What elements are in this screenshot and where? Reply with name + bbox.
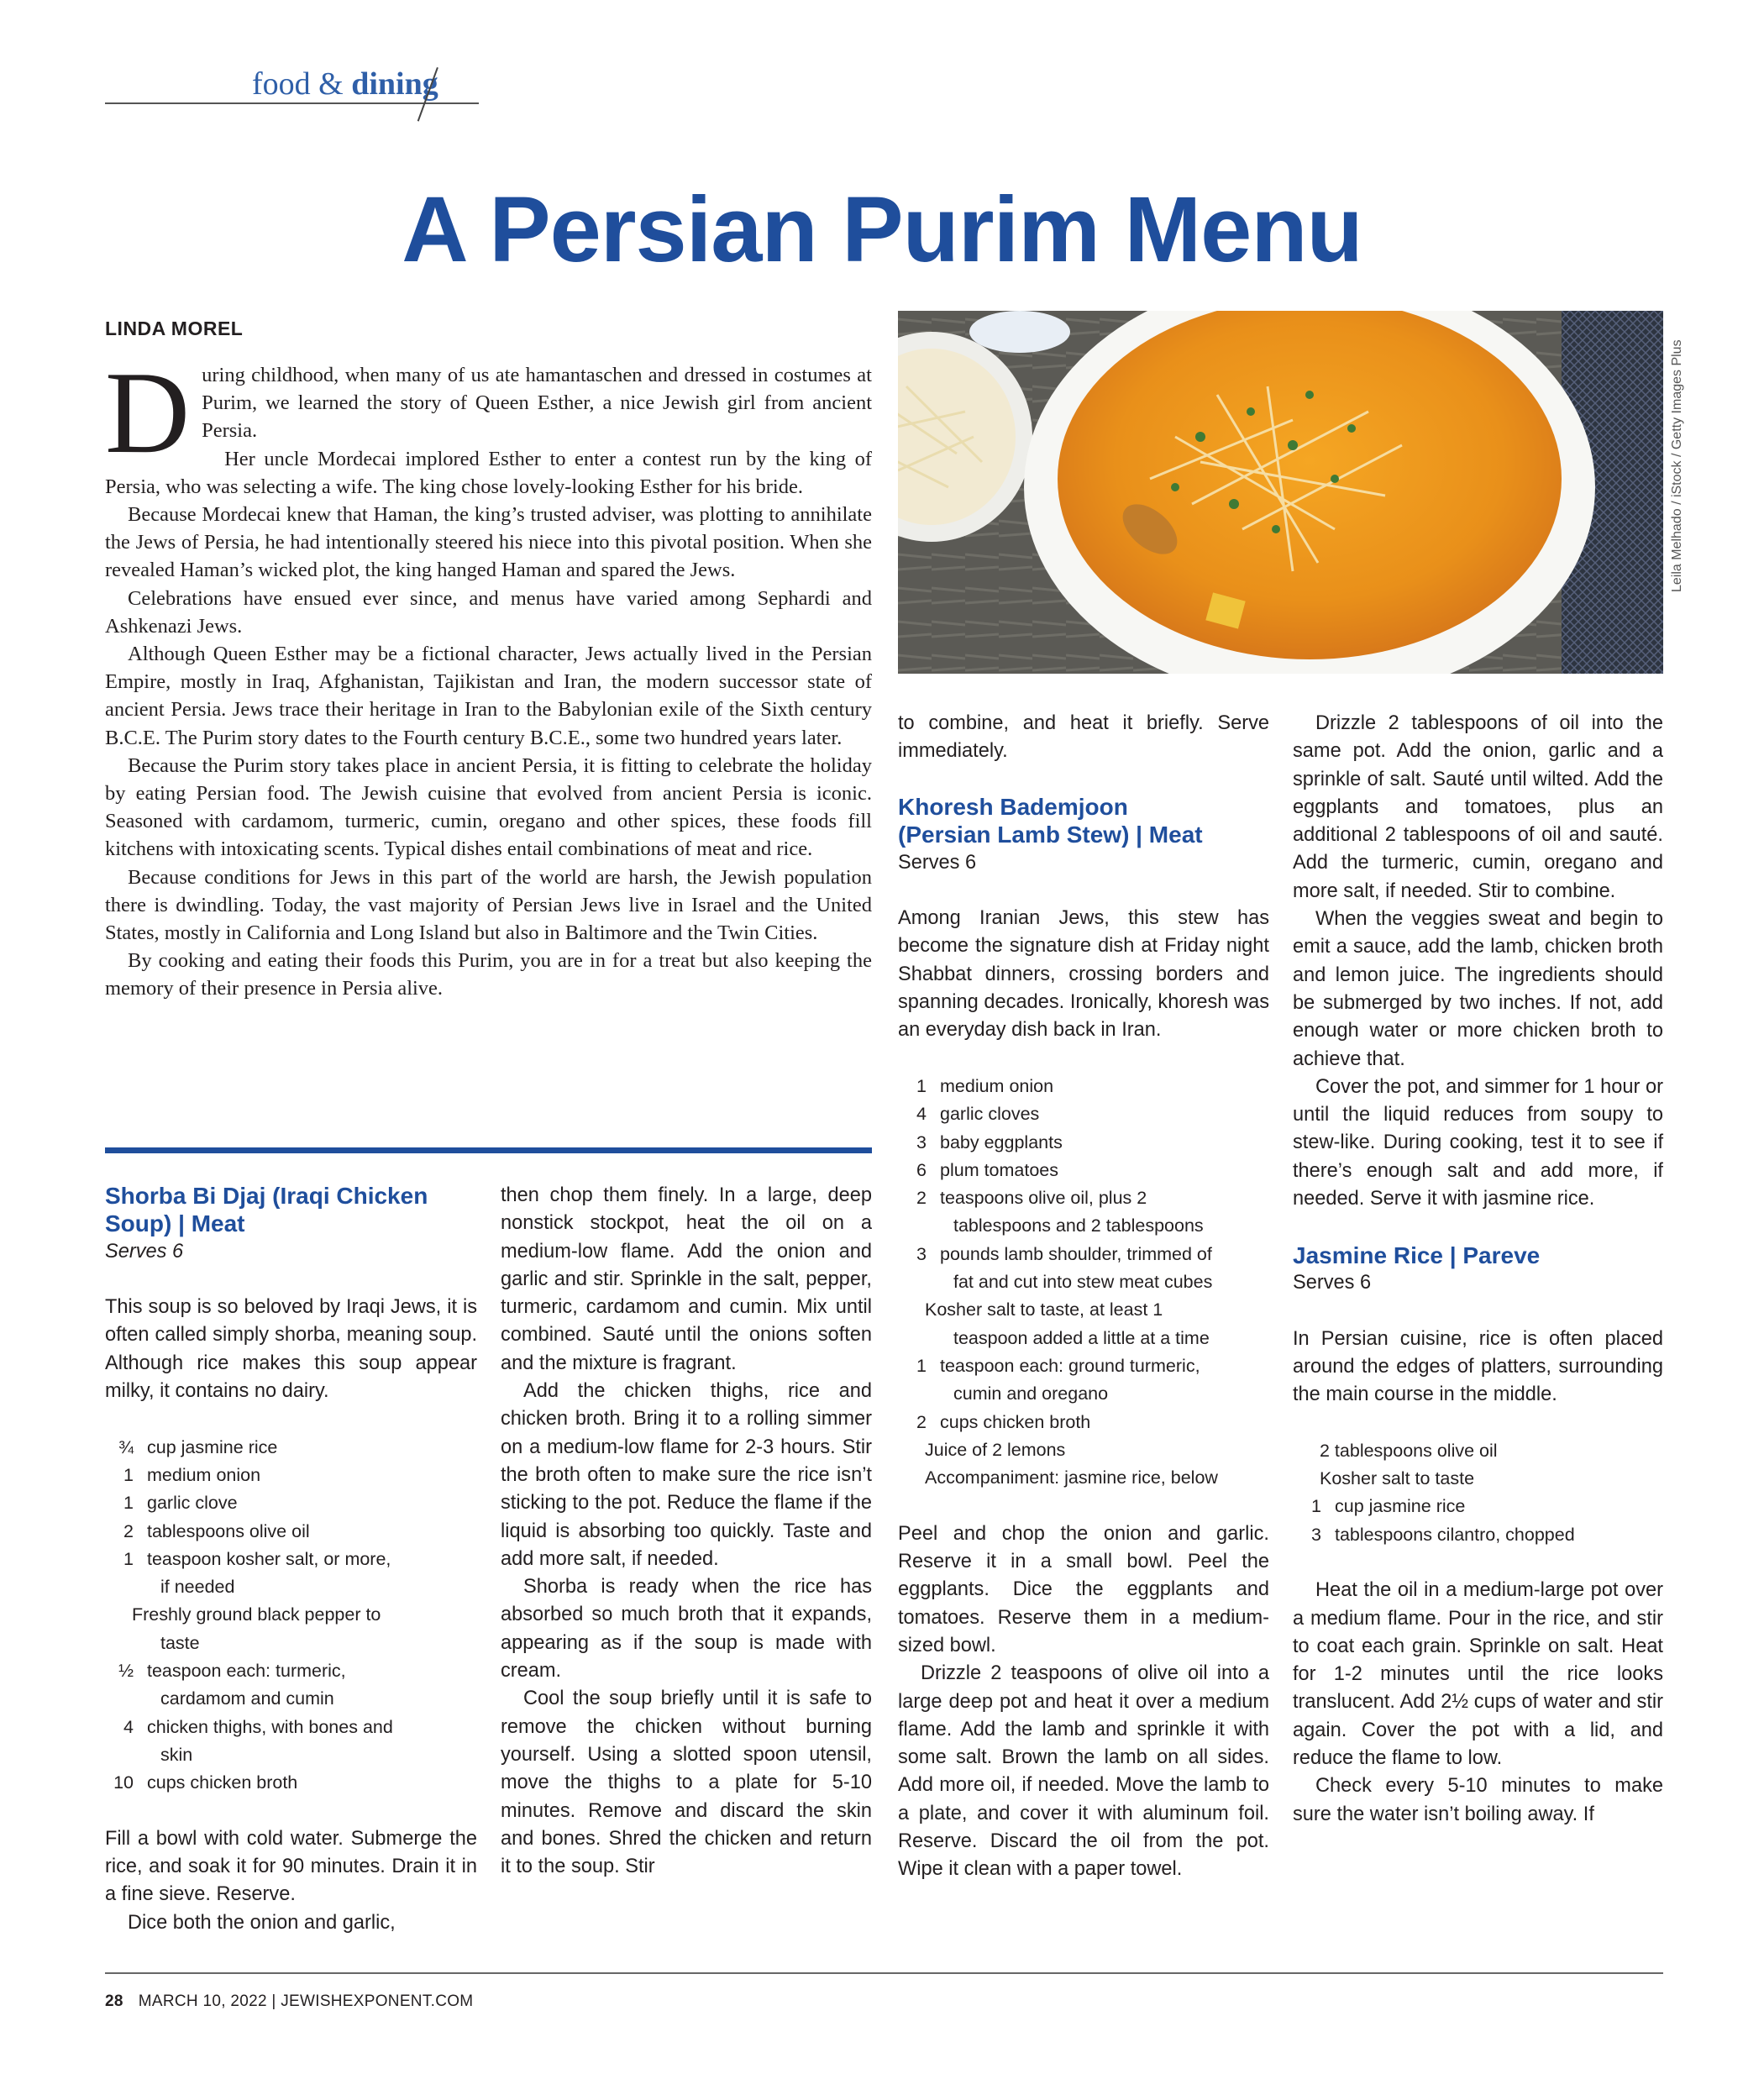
ingredient-text: teaspoons olive oil, plus 2 bbox=[940, 1188, 1147, 1209]
intro-paragraph: Because conditions for Jews in this part of the world are harsh, the Jewish population there is dwindling. Today, the vast majority of Persian Jews live in Israel and the United States, mostly in California and Long Island but also in Baltimore and the Twin Cities. bbox=[105, 865, 872, 945]
jasmine-intro: In Persian cuisine, rice is often placed around the edges of platters, surrounding the main course in the middle. bbox=[1293, 1327, 1663, 1406]
ingredient-item: Freshly ground black pepper to bbox=[132, 1604, 381, 1625]
shorba-intro: This soup is so beloved by Iraqi Jews, it is often called simply shorba, meaning soup. Although rice makes this soup appear milky, it contains no dairy. bbox=[105, 1296, 477, 1403]
khoresh-title-line2: (Persian Lamb Stew) | Meat bbox=[898, 822, 1203, 848]
shorba-step: Shorba is ready when the rice has absorbed so much broth that it expands, appearing as if the soup is made with cream. bbox=[501, 1576, 872, 1683]
footer bbox=[105, 1992, 473, 2011]
ingredient-quantity: 4 bbox=[916, 1104, 927, 1125]
shorba-step: Cool the soup briefly until it is safe to remove the chicken without burning yourself. Using a slotted spoon utensil, move the thighs to a plate for 5-10 minutes. Remove and discard the skin and bones. Shred the chicken and return it to the soup. Stir bbox=[501, 1688, 872, 1878]
ingredient-text: chicken thighs, with bones and bbox=[147, 1716, 393, 1737]
soup-photo bbox=[898, 311, 1663, 674]
ingredient-continued: fat and cut into stew meat cubes bbox=[953, 1272, 1213, 1293]
section-rule bbox=[105, 1147, 872, 1153]
khoresh-ingredients bbox=[898, 1073, 1269, 1492]
ingredient-quantity: 4 bbox=[123, 1716, 134, 1737]
ingredient-item bbox=[1293, 1521, 1663, 1549]
khoresh-title-line1: Khoresh Bademjoon bbox=[898, 794, 1128, 820]
intro-paragraph: Her uncle Mordecai implored Esther to enter a contest run by the king of Persia, who was selecting a wife. The king chose lovely-looking Esther for his bride. bbox=[105, 447, 872, 498]
byline: LINDA MOREL bbox=[105, 318, 244, 339]
shorba-title-line2: Soup) | Meat bbox=[105, 1210, 245, 1237]
ingredient-continued: skin bbox=[160, 1744, 193, 1765]
jasmine-step: Heat the oil in a medium-large pot over a medium flame. Pour in the rice, and stir to coat each grain. Sprinkle on salt. Heat for 1-2 minutes until the rice looks translucent. Add 2½ cups of water and stir again. Cover the pot with a lid, and reduce the flame to low. bbox=[1293, 1579, 1663, 1769]
ingredient-item bbox=[105, 1434, 477, 1462]
ingredient-item bbox=[898, 1157, 1269, 1184]
ingredient-item bbox=[105, 1518, 477, 1546]
shorba-title-line1: Shorba Bi Djaj (Iraqi Chicken bbox=[105, 1183, 428, 1209]
ingredient-quantity: 3 bbox=[916, 1131, 927, 1152]
ingredient-item: Kosher salt to taste, at least 1 bbox=[925, 1299, 1163, 1320]
ingredient-quantity: 1 bbox=[916, 1075, 927, 1096]
ingredient-item: Kosher salt to taste bbox=[1320, 1468, 1475, 1489]
ingredient-item bbox=[105, 1489, 477, 1517]
ingredient-quantity: 3 bbox=[916, 1243, 927, 1264]
shorba-step-continued: to combine, and heat it briefly. Serve immediately. bbox=[898, 712, 1269, 763]
ingredient-item bbox=[898, 1073, 1269, 1100]
shorba-serves: Serves 6 bbox=[105, 1240, 184, 1263]
ingredient-item bbox=[105, 1462, 477, 1489]
ingredient-text: tablespoons cilantro, chopped bbox=[1335, 1524, 1575, 1545]
section-tag bbox=[252, 66, 438, 102]
ingredient-item bbox=[898, 1100, 1269, 1128]
article-title: A Persian Purim Menu bbox=[402, 178, 1362, 281]
ingredient-item bbox=[898, 1409, 1269, 1436]
ingredient-quantity: ½ bbox=[118, 1661, 134, 1682]
drop-cap: D bbox=[105, 348, 191, 478]
ingredient-quantity: 3 bbox=[1311, 1524, 1321, 1545]
ingredient-text: cups chicken broth bbox=[147, 1772, 298, 1793]
khoresh-step: Cover the pot, and simmer for 1 hour or until the liquid reduces from soupy to stew-like. During cooking, test it to see if there’s enough salt and add more, if needed. Serve it with jasmine rice. bbox=[1293, 1075, 1663, 1210]
ingredient-continued: teaspoon added a little at a time bbox=[953, 1327, 1210, 1348]
khoresh-column bbox=[898, 710, 1269, 1884]
intro-text bbox=[105, 348, 872, 1003]
ingredient-quantity: 1 bbox=[123, 1493, 134, 1514]
ingredient-quantity: 2 bbox=[123, 1520, 134, 1541]
ingredient-item bbox=[898, 1184, 1269, 1212]
khoresh-intro: Among Iranian Jews, this stew has become the signature dish at Friday night Shabbat dinners, crossing borders and spanning decades. Ironically, khoresh was an everyday dish back in Iran. bbox=[898, 907, 1269, 1042]
ingredient-item: Accompaniment: jasmine rice, below bbox=[925, 1467, 1218, 1488]
ingredient-text: medium onion bbox=[147, 1464, 261, 1485]
ingredient-quantity: 2 bbox=[916, 1188, 927, 1209]
ingredient-item bbox=[105, 1657, 477, 1685]
intro-paragraph: During childhood, when many of us ate hamantaschen and dressed in costumes at Purim, we learned the story of Queen Esther, a nice Jewish girl from ancient Persia. bbox=[105, 348, 872, 478]
shorba-step: Add the chicken thighs, rice and chicken broth. Bring it to a rolling simmer on a medium-low flame for 2-3 hours. Stir the broth often to make sure the rice isn’t sticking to the pot. Reduce the flame if the liquid is absorbing too quickly. Taste and add more salt, if needed. bbox=[501, 1380, 872, 1570]
ingredient-item bbox=[105, 1546, 477, 1573]
ingredient-item bbox=[898, 1241, 1269, 1268]
ingredient-text: tablespoons olive oil bbox=[147, 1520, 310, 1541]
khoresh-jasmine-column bbox=[1293, 710, 1663, 1829]
ingredient-quantity: 1 bbox=[916, 1355, 927, 1376]
ingredient-quantity: 6 bbox=[916, 1159, 927, 1180]
footer-info: MARCH 10, 2022 | JEWISHEXPONENT.COM bbox=[138, 1992, 474, 2010]
ingredient-item: 2 tablespoons olive oil bbox=[1320, 1440, 1498, 1461]
shorba-step: Fill a bowl with cold water. Submerge the rice, and soak it for 90 minutes. Drain it in a fine sieve. Reserve. bbox=[105, 1827, 477, 1906]
section-food: food & bbox=[252, 66, 344, 102]
khoresh-step: Drizzle 2 teaspoons of olive oil into a large deep pot and heat it over a medium flame. Add the lamb and sprinkle it with some salt. Brown the lamb on all sides. Add more oil, if needed. Move the lamb to a plate, and cover it with aluminum foil. Reserve. Discard the oil from the pot. Wipe it clean with a paper towel. bbox=[898, 1662, 1269, 1881]
ingredient-quantity: 1 bbox=[1311, 1496, 1321, 1517]
intro-paragraph: Celebrations have ensued ever since, and menus have varied among Sephardi and Ashkenazi Jews. bbox=[105, 586, 872, 638]
ingredient-quantity: 10 bbox=[113, 1772, 134, 1793]
khoresh-step: Peel and chop the onion and garlic. Reserve it in a small bowl. Peel the eggplants. Dice the eggplants and tomatoes. Reserve them in a medium-sized bowl. bbox=[898, 1522, 1269, 1656]
jasmine-title: Jasmine Rice | Pareve bbox=[1293, 1242, 1541, 1268]
shorba-column bbox=[105, 1182, 477, 1937]
intro-paragraph: Although Queen Esther may be a fictional character, Jews actually lived in the Persian Empire, mostly in Iraq, Afghanistan, Tajikistan and Iran, the modern successor state of ancient Persia. Jews trace their heritage in Iran to the Babylonian exile of the Sixth century B.C.E. The Purim story dates to the Fourth century B.C.E., some two hundred years later. bbox=[105, 643, 872, 749]
jasmine-step: Check every 5-10 minutes to make sure the water isn’t boiling away. If bbox=[1293, 1775, 1663, 1825]
shorba-step: Dice both the onion and garlic, bbox=[128, 1911, 396, 1934]
intro-paragraph: Because the Purim story takes place in ancient Persia, it is fitting to celebrate the holiday by eating Persian food. The Jewish cuisine that evolved from ancient Persia is iconic. Seasoned with cardamom, turmeric, cumin, oregano and other spices, these foods fill kitchens with intoxicating scents. Typical dishes entail combinations of meat and rice. bbox=[105, 753, 872, 861]
ingredient-text: teaspoon each: turmeric, bbox=[147, 1661, 346, 1682]
ingredient-item bbox=[898, 1352, 1269, 1380]
ingredient-continued: tablespoons and 2 tablespoons bbox=[953, 1215, 1204, 1236]
ingredient-text: garlic clove bbox=[147, 1493, 238, 1514]
ingredient-text: cups chicken broth bbox=[940, 1411, 1091, 1432]
ingredient-text: cup jasmine rice bbox=[1335, 1496, 1466, 1517]
khoresh-step: When the veggies sweat and begin to emit a sauce, add the lamb, chicken broth and lemon juice. The ingredients should be submerged by two inches. If not, add enough water or more chicken broth to achieve that. bbox=[1293, 908, 1663, 1070]
ingredient-item bbox=[1293, 1493, 1663, 1520]
shorba-step: then chop them finely. In a large, deep nonstick stockpot, heat the oil on a medium-low flame. Add the onion and garlic and stir. Sprinkle in the salt, pepper, turmeric, cardamom and cumin. Mix until combined. Sauté until the onions soften and the mixture is fragrant. bbox=[501, 1184, 872, 1374]
ingredient-continued: taste bbox=[160, 1632, 200, 1653]
ingredient-continued: cumin and oregano bbox=[953, 1383, 1109, 1404]
ingredient-text: garlic cloves bbox=[940, 1104, 1040, 1125]
footer-rule bbox=[105, 1972, 1663, 1974]
shorba-ingredients bbox=[105, 1434, 477, 1798]
ingredient-continued: if needed bbox=[160, 1577, 235, 1598]
ingredient-item bbox=[105, 1769, 477, 1797]
ingredient-item bbox=[105, 1714, 477, 1741]
shorba-column-continued bbox=[501, 1182, 872, 1881]
ingredient-quantity: 1 bbox=[123, 1548, 134, 1569]
intro-paragraph: By cooking and eating their foods this Purim, you are in for a treat but also keeping the memory of their presence in Persia alive. bbox=[105, 949, 872, 1000]
ingredient-quantity: ¾ bbox=[118, 1436, 134, 1457]
ingredient-continued: cardamom and cumin bbox=[160, 1688, 334, 1709]
khoresh-serves: Serves 6 bbox=[898, 851, 977, 874]
jasmine-serves: Serves 6 bbox=[1293, 1271, 1372, 1294]
page-number: 28 bbox=[105, 1992, 123, 2010]
ingredient-item bbox=[898, 1129, 1269, 1157]
ingredient-text: teaspoon each: ground turmeric, bbox=[940, 1355, 1200, 1376]
ingredient-quantity: 1 bbox=[123, 1464, 134, 1485]
jasmine-ingredients bbox=[1293, 1437, 1663, 1549]
section-dining: dining bbox=[351, 66, 438, 102]
ingredient-text: baby eggplants bbox=[940, 1131, 1063, 1152]
intro-paragraph: Because Mordecai knew that Haman, the king’s trusted adviser, was plotting to annihilate the Jews of Persia, he had intentionally steered his niece into this pivotal position. When she revealed Haman’s wicked plot, the king hanged Haman and spared the Jews. bbox=[105, 503, 872, 582]
ingredient-item: Juice of 2 lemons bbox=[925, 1439, 1066, 1460]
ingredient-quantity: 2 bbox=[916, 1411, 927, 1432]
photo-credit: Leila Melhado / iStock / Getty Images Plus bbox=[1670, 339, 1684, 592]
ingredient-text: teaspoon kosher salt, or more, bbox=[147, 1548, 391, 1569]
ingredient-text: medium onion bbox=[940, 1075, 1054, 1096]
khoresh-step: Drizzle 2 tablespoons of oil into the same pot. Add the onion, garlic and a sprinkle of salt. Sauté until wilted. Add the eggplants and tomatoes, plus an additional 2 tablespoons of oil and sauté. Add the turmeric, cumin, oregano and more salt, if needed. Stir to combine. bbox=[1293, 712, 1663, 902]
ingredient-text: plum tomatoes bbox=[940, 1159, 1059, 1180]
ingredient-text: cup jasmine rice bbox=[147, 1436, 278, 1457]
ingredient-text: pounds lamb shoulder, trimmed of bbox=[940, 1243, 1212, 1264]
